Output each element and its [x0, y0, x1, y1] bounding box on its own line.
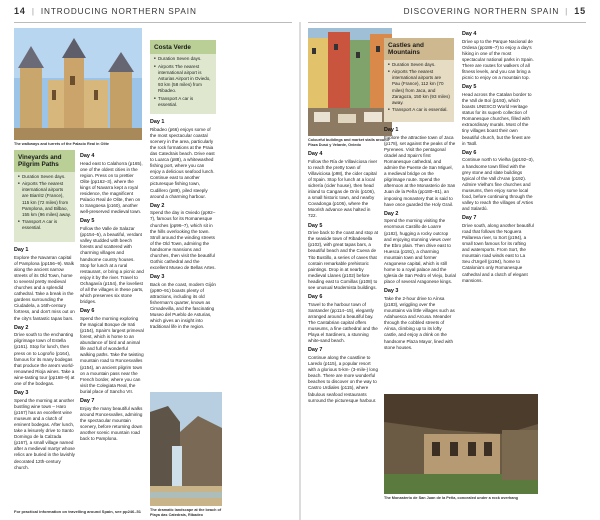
left-header-rule	[14, 22, 292, 23]
day-text: Spend the morning visiting the enormous Castillo de Loarre (p182), hugging a rocky outcrop and enjoying stunning views over the Ebro plain. Then drive east to Huesca (p191), a charming mountain town and former Aragonese capital, which is still home to a royal palace and the Iglesia de San Pedro el Viejo, burial place of several Aragonese kings.	[384, 218, 456, 285]
oviedo-market-photo	[308, 28, 392, 136]
costa-verde-info-list	[150, 54, 216, 108]
vineyards-info-item: ■ Duration Seven days.	[18, 174, 71, 180]
vineyards-info-item: ■ Transport A car is essential.	[18, 219, 71, 231]
costa-verde-info-item: ■ Duration Seven days.	[154, 56, 212, 62]
day-heading: Day 6	[308, 294, 323, 301]
castles-info-item: ■ Airports The nearest international airports are Pau (France), 112 km (70 miles) from Jaca, and Zaragoza, 150 km (93 miles) away.	[388, 69, 450, 105]
day-text: Drive south to the enchanting pilgrimage town of Estella (p161). Stop for lunch, then press on to Logroño (p164), famous for its many bodegas that produce the area's world-renowned Rioja wines. Take a wine-tasting tour (pp168–9) at one of the bodegas.	[14, 332, 75, 386]
day-text: Drive south, along another beautiful road that follows the Noguera Pallaresa river, to Sort (p194), a small town famous for its rafting and watersports. From Sort, the mountain road winds east to La Seu d'Urgell (p194), home to Catalonia's only Romanesque cathedral and a clutch of elegant mansions.	[462, 222, 534, 283]
oviedo-caption: Colourful buildings and market stalls around Plaza Dusó y Velarde, Oviedo	[308, 138, 389, 147]
day-heading: Day 1	[150, 119, 165, 125]
day-heading: Day 2	[384, 210, 399, 217]
day-text: Follow the Ría de Villaviciosa river to reach the pretty town of Villaviciosa (p98), the cider capital of Spain. Stop for lunch at a local sidrería (cider house), then head inland to Cangas de Onís (p106), a small historic town, and nearby Covadonga (p106), where the Moorish advance was halted in 722.	[308, 158, 378, 219]
costa-verde-info-item: ■ Transport A car is essential.	[154, 96, 212, 108]
day-heading: Day 1	[384, 127, 399, 133]
vineyards-box-title: Vineyards and Pilgrim Paths	[14, 150, 75, 172]
costa-verde-info-item: ■ Airports The nearest international airport is Asturias Airport in Oviedo, 93 km (58 miles) from Ribadeo.	[154, 64, 212, 94]
day-heading: Day 4	[462, 31, 477, 37]
right-page-number: 15	[574, 6, 586, 16]
castles-info-item: ■ Transport A car is essential.	[388, 107, 450, 113]
monastery-caption: The Monasterio de San Juan de la Peña, concealed under a rock overhang	[384, 496, 518, 500]
day-heading: Day 6	[80, 308, 95, 315]
olite-caption: The walkways and turrets of the Palacio Real in Olite	[14, 142, 109, 146]
day-text: Head east to Calahorra (p165), one of the oldest cities in the region. Press on to prettier Olite (pp162–3), where the kings of Navarra kept a royal residence, the magnificent Palacio Real de Olite, then on to Sangüesa (p160), another well-preserved medieval town.	[80, 160, 143, 215]
day-heading: Day 3	[14, 390, 29, 397]
day-text: Ribadeo (p66) enjoys some of the most spectacular coastal scenery in the area, particularly the rock formations at the Praia das Catedrais beach. Drive east to Luarca (p88), a whitewashed fishing port, where you can enjoy a delicious seafood lunch. Continue east to another picturesque fishing town, Cudillero (p89), piled steeply around a charming harbour.	[150, 126, 215, 199]
playa-catedrais-photo	[150, 392, 222, 506]
day-text: Spend the morning at another bustling wine town – Haro (p167) has an excellent wine museum and a clutch of eminent bodegas. After lunch, take a leisurely drive to Santo Domingo de la Calzada (p167), a small village named after a medieval martyr whose relics are buried in the lavishly decorated 12th-century church.	[14, 397, 75, 470]
day-text: Spend the morning exploring the magical Bosque de Irati (p154), Spain's largest primeval forest, which is home to an abundance of bird and animal life and full of wonderful walking paths. Take the twisting mountain road to Roncesvalles (p154), an ancient pilgrim town on a mountain pass near the French border, where you can visit the Colegiata Real, the burial place of Sancho VII.	[80, 315, 144, 394]
right-page-header	[404, 0, 586, 22]
playa-caption: The dramatic landscape at the beach of Playa das Catedrais, Ribadeo	[150, 508, 222, 517]
day-heading: Day 5	[462, 84, 477, 91]
day-heading: Day 4	[80, 153, 95, 159]
day-heading: Day 7	[80, 397, 95, 404]
costa-verde-column-b	[308, 148, 378, 506]
day-heading: Day 7	[462, 215, 477, 222]
day-heading: Day 5	[80, 218, 95, 225]
right-header-rule	[308, 22, 586, 23]
monastery-photo	[384, 394, 538, 494]
olite-palace-photo	[14, 28, 142, 140]
castles-info-list	[384, 60, 454, 114]
vineyards-info-item: ■ Airports The nearest international airports are Biarritz (France), 115 km (72 miles) from Pamplona, and Bilbao, 155 km (96 miles) away.	[18, 181, 71, 217]
day-text: Head across the Catalan border to the Vall de Boí (p193), which boasts UNESCO World Heritage status for its superb collection of Romanesque churches, filled with extraordinary murals. Most of the tiny villages boast their own beautiful church, but the finest are in Taüll.	[462, 92, 532, 146]
day-heading: Day 7	[308, 347, 323, 354]
day-heading: Day 1	[14, 247, 29, 253]
costa-verde-info-box	[150, 40, 216, 114]
castles-column-b	[462, 28, 534, 392]
day-heading: Day 2	[150, 202, 165, 209]
day-heading: Day 3	[150, 274, 165, 281]
day-text: Take the 2-hour drive to Aínsa (p183), wriggling over the mountains via little villages such as Adahuesca and Arcusa. Meander through the cobbled streets of Aínsa, climbing up to its lofty castle, and enjoy a drink on the handsome Plaza Mayor, lined with stone houses.	[384, 296, 455, 350]
castles-info-box	[384, 38, 454, 122]
day-text: Drive up to the Parque Nacional de Ordesa (pp186–7) to enjoy a day's hiking in one of the most spectacular national parks in Spain. There are routes for walkers of all fitness levels, and you can bring a picnic to enjoy on a mountain top.	[462, 38, 534, 81]
day-heading: Day 5	[308, 222, 323, 229]
day-text: Drive back to the coast and stop at the seaside town of Ribadesella (p102), with great tapas bars, a beautiful beach and the Cueva de Tito Bustillo, a series of caves that contain remarkable prehistoric paintings. Drop in at nearby medieval Llanes (p102) before heading east to Comillas (p108) to see unusual Modernista buildings.	[308, 230, 378, 290]
day-text: Explore the Navarran capital of Pamplona (pp156–9). Walk along the ancient narrow streets of its Old Town, home to several pretty medieval churches and a splendid cathedral. Take a break in the gardens surrounding the Ciudadela, a 16th-century fortress, and don't miss out on the city's fantastic tapas bars.	[14, 254, 75, 321]
left-page-header	[14, 0, 197, 22]
vineyards-info-list	[14, 172, 75, 232]
header-separator: |	[31, 6, 35, 16]
day-text: Back on the coast, modern Gijón (pp90–91) boasts plenty of attractions, including its old fisherman's quarter, known as Cimadevilla, and the fascinating Museo del Pueblo de Asturias, which gives an insight into traditional life in the region.	[150, 281, 216, 330]
left-page-number: 14	[14, 6, 26, 16]
day-text: Continue along the coastline to Laredo (p115), a popular resort with a glorious 5-km- (3-mile-) long beach. There are more wonderful beaches to discover on the way to Castro Urdiales (p115), where fabulous seafood restaurants surround the picturesque harbour.	[308, 355, 378, 403]
costa-verde-column-a	[150, 116, 216, 388]
vineyards-column-a	[14, 244, 76, 506]
castles-column-a	[384, 124, 456, 392]
vineyards-column-b	[80, 150, 144, 506]
day-text: Travel to the harbour town of Santander (pp114–15), elegantly arranged around a beautiful bay. The Cantabrian capital offers museums, a fine cathedral and the Playa el Sardinero, a stunning white-sand beach.	[308, 301, 378, 344]
castles-box-title: Castles and Mountains	[384, 38, 454, 60]
day-text: Explore the attractive town of Jaca (p178), set against the peaks of the Pyrenees. Visit the pentagonal citadel and Spain's first Romanesque cathedral, and admire the Puente de San Miguel, a medieval bridge on the pilgrimage route. Spend the afternoon at the Monasterio de San Juan de la Peña (pp180–81), an imposing monastery that is said to have once guarded the Holy Grail.	[384, 134, 456, 207]
left-page-title: INTRODUCING NORTHERN SPAIN	[40, 6, 197, 16]
footer-note: For practical information on travelling around Spain, see pp246–51	[14, 509, 141, 514]
day-text: Spend the day in Oviedo (pp92–7), famous for its Romanesque churches (pp96–7), which sit in the hills overlooking the town. Stroll around the winding streets of the Old Town, admiring the handsome mansions and churches, then visit the beautiful Gothic cathedral and the excellent Museo de Bellas Artes.	[150, 210, 216, 271]
day-text: Follow the Valle de Salazar (pp154–5), a beautiful, verdant valley studded with beech forests and scattered with charming villages and handsome country houses. Stop for lunch at a rural restaurant, or bring a picnic and enjoy it by the river. Travel to Ochagavía (p154), the loveliest of all the villages in these parts, which preserves six stone bridges.	[80, 226, 144, 305]
right-page-title: DISCOVERING NORTHERN SPAIN	[403, 6, 560, 16]
castles-info-item: ■ Duration Seven days.	[388, 62, 450, 68]
vineyards-info-box	[14, 150, 75, 242]
costa-verde-box-title: Costa Verde	[150, 40, 216, 54]
day-heading: Day 3	[384, 288, 399, 295]
day-heading: Day 2	[14, 324, 29, 331]
day-text: Continue north to Vielha (pp192–3), a handsome town filled with the grey stone and slate buildings typical of the Vall d'Aran (p192). Admire Vielha's fine churches and museums, then enjoy some local food, before continuing through the valley to reach the villages of Arties and Salardú.	[462, 157, 534, 212]
day-text: Enjoy the many beautiful walks around Roncesvalles, admiring the spectacular mountain scenery, before returning down another scenic mountain road back to Pamplona.	[80, 405, 143, 442]
header-separator: |	[565, 6, 569, 16]
page-gutter	[299, 22, 301, 520]
day-heading: Day 4	[308, 151, 323, 157]
day-heading: Day 6	[462, 149, 477, 156]
